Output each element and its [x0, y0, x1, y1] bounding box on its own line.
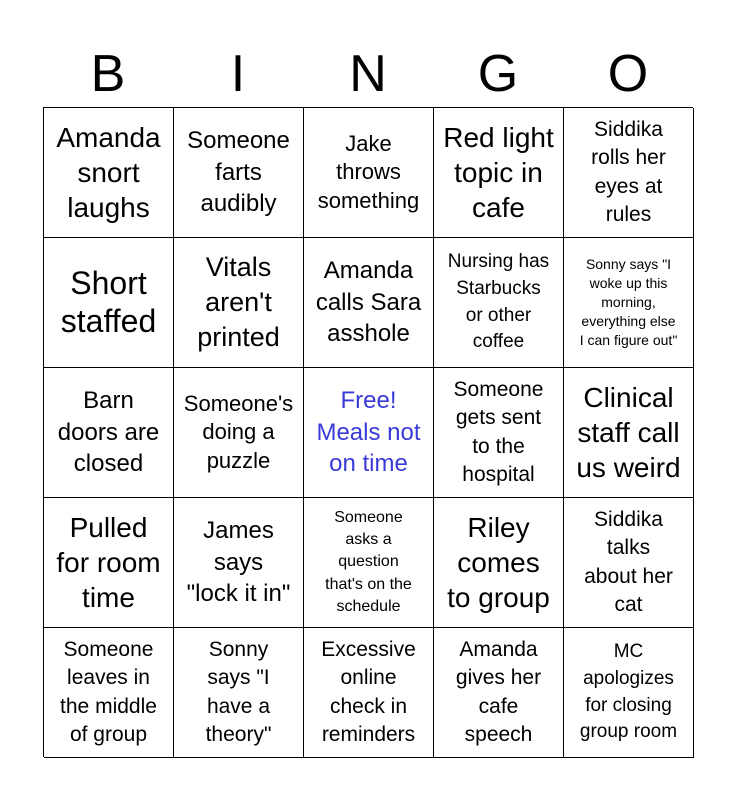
- bingo-cell-r3-c2[interactable]: [174, 368, 304, 498]
- cell-text: Amanda gives her cafe speech: [455, 637, 542, 746]
- bingo-cell-r5-c2[interactable]: [174, 628, 304, 758]
- cell-text: Pulled for room time: [56, 512, 161, 613]
- cell-text: MC apologizes for closing group room: [579, 641, 678, 743]
- bingo-header: [43, 40, 693, 108]
- bingo-cell-r2-c5[interactable]: [564, 238, 694, 368]
- bingo-cell-r3-c4[interactable]: [434, 368, 564, 498]
- bingo-cell-r2-c3[interactable]: [304, 238, 434, 368]
- bingo-cell-r4-c1[interactable]: [44, 498, 174, 628]
- cell-text: Barn doors are closed: [57, 386, 160, 478]
- cell-text: Short staffed: [60, 264, 157, 339]
- bingo-cell-r5-c3[interactable]: [304, 628, 434, 758]
- bingo-cell-r1-c4[interactable]: [434, 108, 564, 238]
- header-letter-b: B: [90, 45, 126, 103]
- bingo-cell-r3-c5[interactable]: [564, 368, 694, 498]
- bingo-cell-r4-c3[interactable]: [304, 498, 434, 628]
- bingo-cell-r2-c1[interactable]: [44, 238, 174, 368]
- header-letter-n: N: [349, 45, 387, 103]
- cell-text: Jake throws something: [317, 130, 420, 213]
- bingo-cell-r5-c1[interactable]: [44, 628, 174, 758]
- cell-text: Excessive online check in reminders: [321, 637, 416, 746]
- bingo-cell-r2-c2[interactable]: [174, 238, 304, 368]
- bingo-cell-r5-c4[interactable]: [434, 628, 564, 758]
- cell-text: Someone leaves in the middle of group: [60, 637, 157, 746]
- header-letter-o: O: [607, 45, 649, 103]
- cell-text: Someone gets sent to the hospital: [453, 377, 544, 486]
- header-letter-i: I: [230, 45, 246, 103]
- cell-text: Nursing has Starbucks or other coffee: [447, 251, 550, 353]
- bingo-cell-r4-c2[interactable]: [174, 498, 304, 628]
- cell-text: Sonny says "I have a theory": [205, 637, 272, 746]
- header-letter-g: G: [477, 45, 519, 103]
- cell-text: James says "lock it in": [186, 516, 291, 608]
- cell-text: Sonny says "I woke up this morning, everything else I can figure out": [579, 255, 678, 349]
- cell-text: Siddika talks about her cat: [584, 507, 673, 616]
- bingo-cell-free-space[interactable]: [304, 368, 434, 498]
- bingo-cell-r3-c1[interactable]: [44, 368, 174, 498]
- free-space-text: Free! Meals not on time: [316, 386, 421, 478]
- bingo-cell-r1-c3[interactable]: [304, 108, 434, 238]
- cell-text: Red light topic in cafe: [443, 122, 554, 223]
- cell-text: Someone farts audibly: [187, 126, 290, 218]
- bingo-cell-r1-c5[interactable]: [564, 108, 694, 238]
- bingo-cell-r1-c1[interactable]: [44, 108, 174, 238]
- bingo-cell-r5-c5[interactable]: [564, 628, 694, 758]
- cell-text: Clinical staff call us weird: [576, 382, 681, 483]
- cell-text: Someone's doing a puzzle: [183, 390, 294, 473]
- bingo-cell-r4-c5[interactable]: [564, 498, 694, 628]
- cell-text: Siddika rolls her eyes at rules: [591, 117, 666, 226]
- bingo-board: [43, 107, 693, 757]
- cell-text: Vitals aren't printed: [197, 251, 280, 353]
- cell-text: Someone asks a question that's on the schedule: [325, 508, 412, 616]
- cell-text: Riley comes to group: [447, 512, 550, 613]
- bingo-cell-r1-c2[interactable]: [174, 108, 304, 238]
- bingo-cell-r2-c4[interactable]: [434, 238, 564, 368]
- bingo-cell-r4-c4[interactable]: [434, 498, 564, 628]
- cell-text: Amanda snort laughs: [56, 122, 161, 223]
- cell-text: Amanda calls Sara asshole: [315, 256, 422, 348]
